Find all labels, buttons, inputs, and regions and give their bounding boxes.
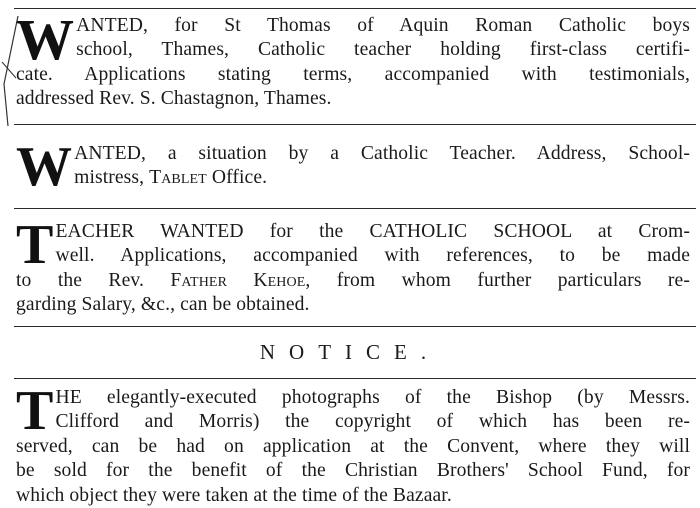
notice-dropcap: T [16, 380, 54, 442]
advert-line: mistress, Tablet Office. [74, 167, 268, 189]
notice-line: be sold for the benefit of the Christian Brothers' School Fund, for [16, 460, 690, 482]
top-rule [14, 8, 696, 9]
notice-body [16, 380, 690, 508]
notice-line: served, can be had on application at the Convent, where they will [16, 435, 690, 457]
divider-rule [14, 378, 696, 379]
advert-line: garding Salary, &c., can be obtained. [16, 294, 310, 316]
advert-line: ANTED, a situation by a Catholic Teacher. Address, School- [74, 143, 690, 164]
advert-line: addressed Rev. S. Chastagnon, Thames. [16, 88, 332, 110]
advert-line: well. Applications, accompanied with references, to be made [55, 245, 690, 267]
priest-name: Father Kehoe [170, 269, 306, 291]
notice-heading: NOTICE. [259, 340, 441, 364]
notice-line: which object they were taken at the time of the Bazaar. [16, 484, 452, 506]
divider-rule [14, 326, 696, 327]
advert-situation-wanted [16, 136, 690, 198]
advert-dropcap: W [16, 7, 75, 72]
advert-cromwell-school [16, 214, 690, 318]
advert-dropcap: T [16, 214, 54, 276]
advert-line: ANTED, for St Thomas of Aquin Roman Catholic boys [76, 15, 690, 36]
notice-line: Clifford and Morris) the copyright of which has been re- [55, 411, 690, 433]
divider-rule [14, 124, 696, 125]
advert-dropcap: W [16, 136, 73, 198]
advert-teacher-thames [16, 7, 690, 112]
notice-line: HE elegantly-executed photographs of the Bishop (by Messrs. [55, 387, 690, 408]
advert-line: to the Rev. Father Kehoe, from whom further particulars re- [16, 269, 690, 291]
office-name: Tablet [149, 167, 207, 189]
advert-line: EACHER WANTED for the CATHOLIC SCHOOL at Crom- [55, 221, 690, 242]
advert-line: cate. Applications stating terms, accompanied with testimonials, [16, 64, 690, 85]
divider-rule [14, 208, 696, 209]
advert-line: school, Thames, Catholic teacher holding first-class certifi- [76, 39, 690, 61]
